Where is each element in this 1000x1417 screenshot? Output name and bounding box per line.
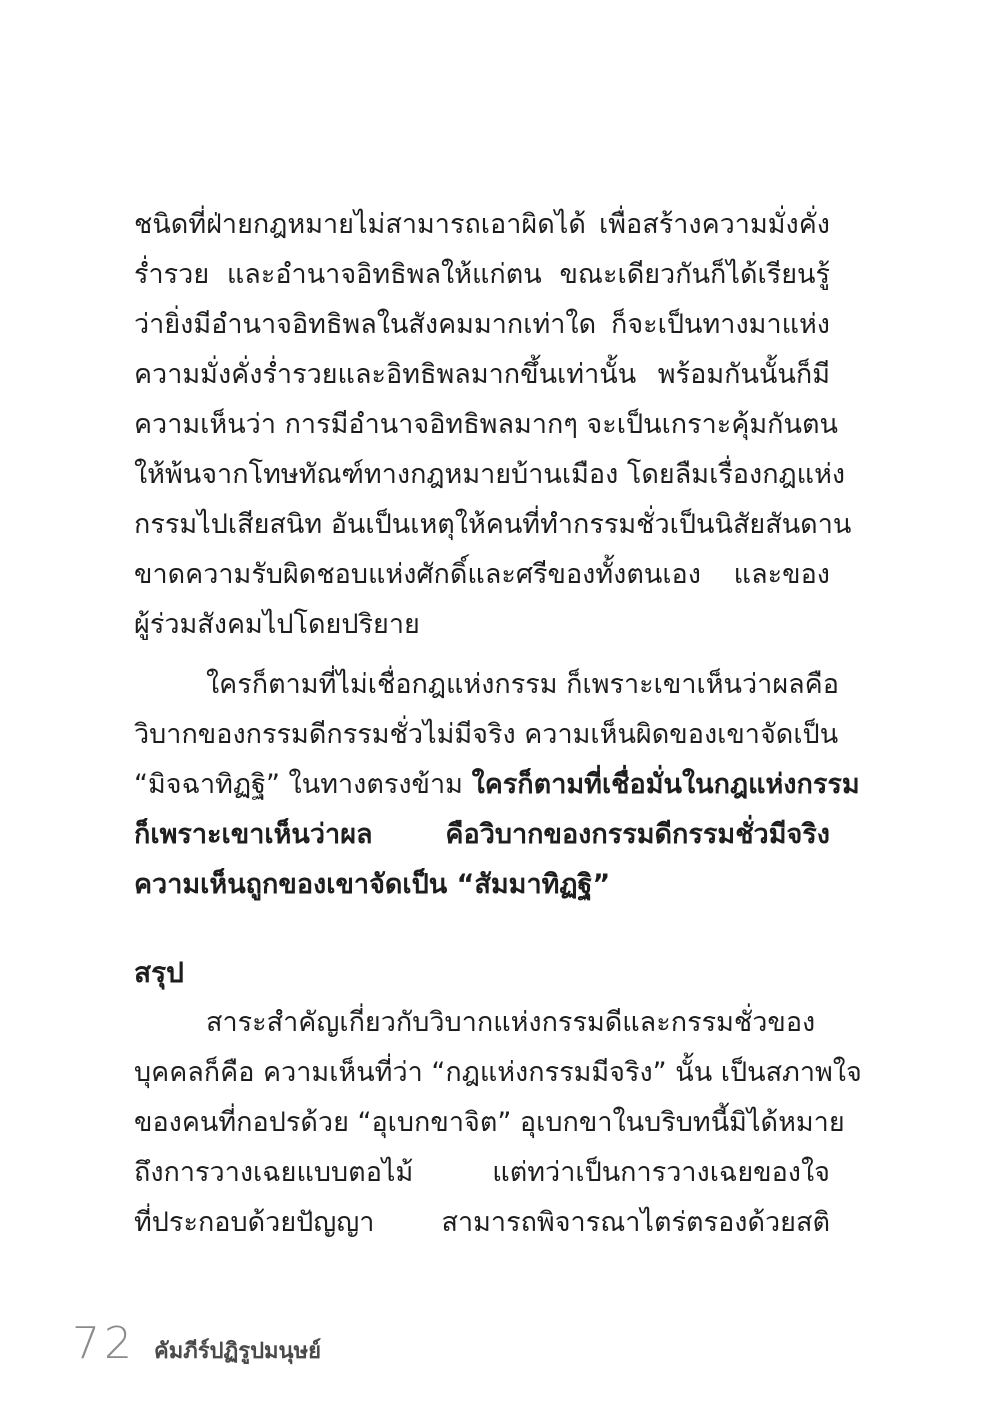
paragraph-line: บุคคลก็คือ ความเห็นที่ว่า “กฎแห่งกรรมมีจริง” นั้น เป็นสภาพใจ	[134, 1057, 862, 1088]
paragraph-line: สาระสำคัญเกี่ยวกับวิบากแห่งกรรมดีและกรรมชั่วของ	[206, 1007, 816, 1038]
paragraph-2	[134, 660, 860, 910]
paragraph-line: ร่ำรวย และอำนาจอิทธิพลให้แก่ตน ขณะเดียวกันก็ได้เรียนรู้	[134, 259, 830, 290]
paragraph-line: ของคนที่กอปรด้วย “อุเบกขาจิต” อุเบกขาในบริบทนี้มิได้หมาย	[134, 1107, 845, 1138]
paragraph-line: ขาดความรับผิดชอบแห่งศักดิ์และศรีของทั้งตนเอง และของ	[134, 559, 830, 590]
section-heading: สรุป	[134, 956, 184, 989]
paragraph-line: ถึงการวางเฉยแบบตอไม้ แต่ทว่าเป็นการวางเฉยของใจ	[134, 1157, 830, 1188]
paragraph-line: ว่ายิ่งมีอำนาจอิทธิพลในสังคมมากเท่าใด ก็จะเป็นทางมาแห่ง	[134, 309, 830, 340]
text-emphasis: ใครก็ตามที่เชื่อมั่นในกฎแห่งกรรม	[471, 769, 860, 800]
page-number: 72	[72, 1318, 136, 1369]
text-normal: “มิจฉาทิฏฐิ” ในทางตรงข้าม	[134, 769, 472, 800]
paragraph-line: ชนิดที่ฝ่ายกฎหมายไม่สามารถเอาผิดได้ เพื่อสร้างความมั่งคั่ง	[134, 209, 830, 240]
paragraph-line: ใครก็ตามที่ไม่เชื่อกฎแห่งกรรม ก็เพราะเขาเห็นว่าผลคือ	[206, 669, 839, 700]
paragraph-line: ผู้ร่วมสังคมไปโดยปริยาย	[134, 609, 420, 640]
body-text	[134, 200, 862, 1248]
paragraph-line: วิบากของกรรมดีกรรมชั่วไม่มีจริง ความเห็นผิดของเขาจัดเป็น	[134, 719, 839, 750]
paragraph-line-emphasis: ความเห็นถูกของเขาจัดเป็น “สัมมาทิฏฐิ”	[134, 869, 611, 900]
paragraph-line: ที่ประกอบด้วยปัญญา สามารถพิจารณาไตร่ตรองด้วยสติ	[134, 1207, 830, 1238]
paragraph-line-emphasis: ก็เพราะเขาเห็นว่าผล คือวิบากของกรรมดีกรรมชั่วมีจริง	[134, 819, 830, 850]
page-footer	[72, 1318, 321, 1369]
book-title: คัมภีร์ปฏิรูปมนุษย์	[154, 1339, 321, 1364]
paragraph-line: ความมั่งคั่งร่ำรวยและอิทธิพลมากขึ้นเท่านั้น พร้อมกันนั้นก็มี	[134, 359, 830, 390]
paragraph-3	[134, 998, 862, 1248]
paragraph-line: กรรมไปเสียสนิท อันเป็นเหตุให้คนที่ทำกรรมชั่วเป็นนิสัยสันดาน	[134, 509, 852, 540]
paragraph-1	[134, 200, 852, 650]
paragraph-line-mixed	[134, 760, 860, 810]
paragraph-line: ความเห็นว่า การมีอำนาจอิทธิพลมากๆ จะเป็นเกราะคุ้มกันตน	[134, 409, 838, 440]
paragraph-line: ให้พ้นจากโทษทัณฑ์ทางกฎหมายบ้านเมือง โดยลืมเรื่องกฎแห่ง	[134, 459, 846, 490]
